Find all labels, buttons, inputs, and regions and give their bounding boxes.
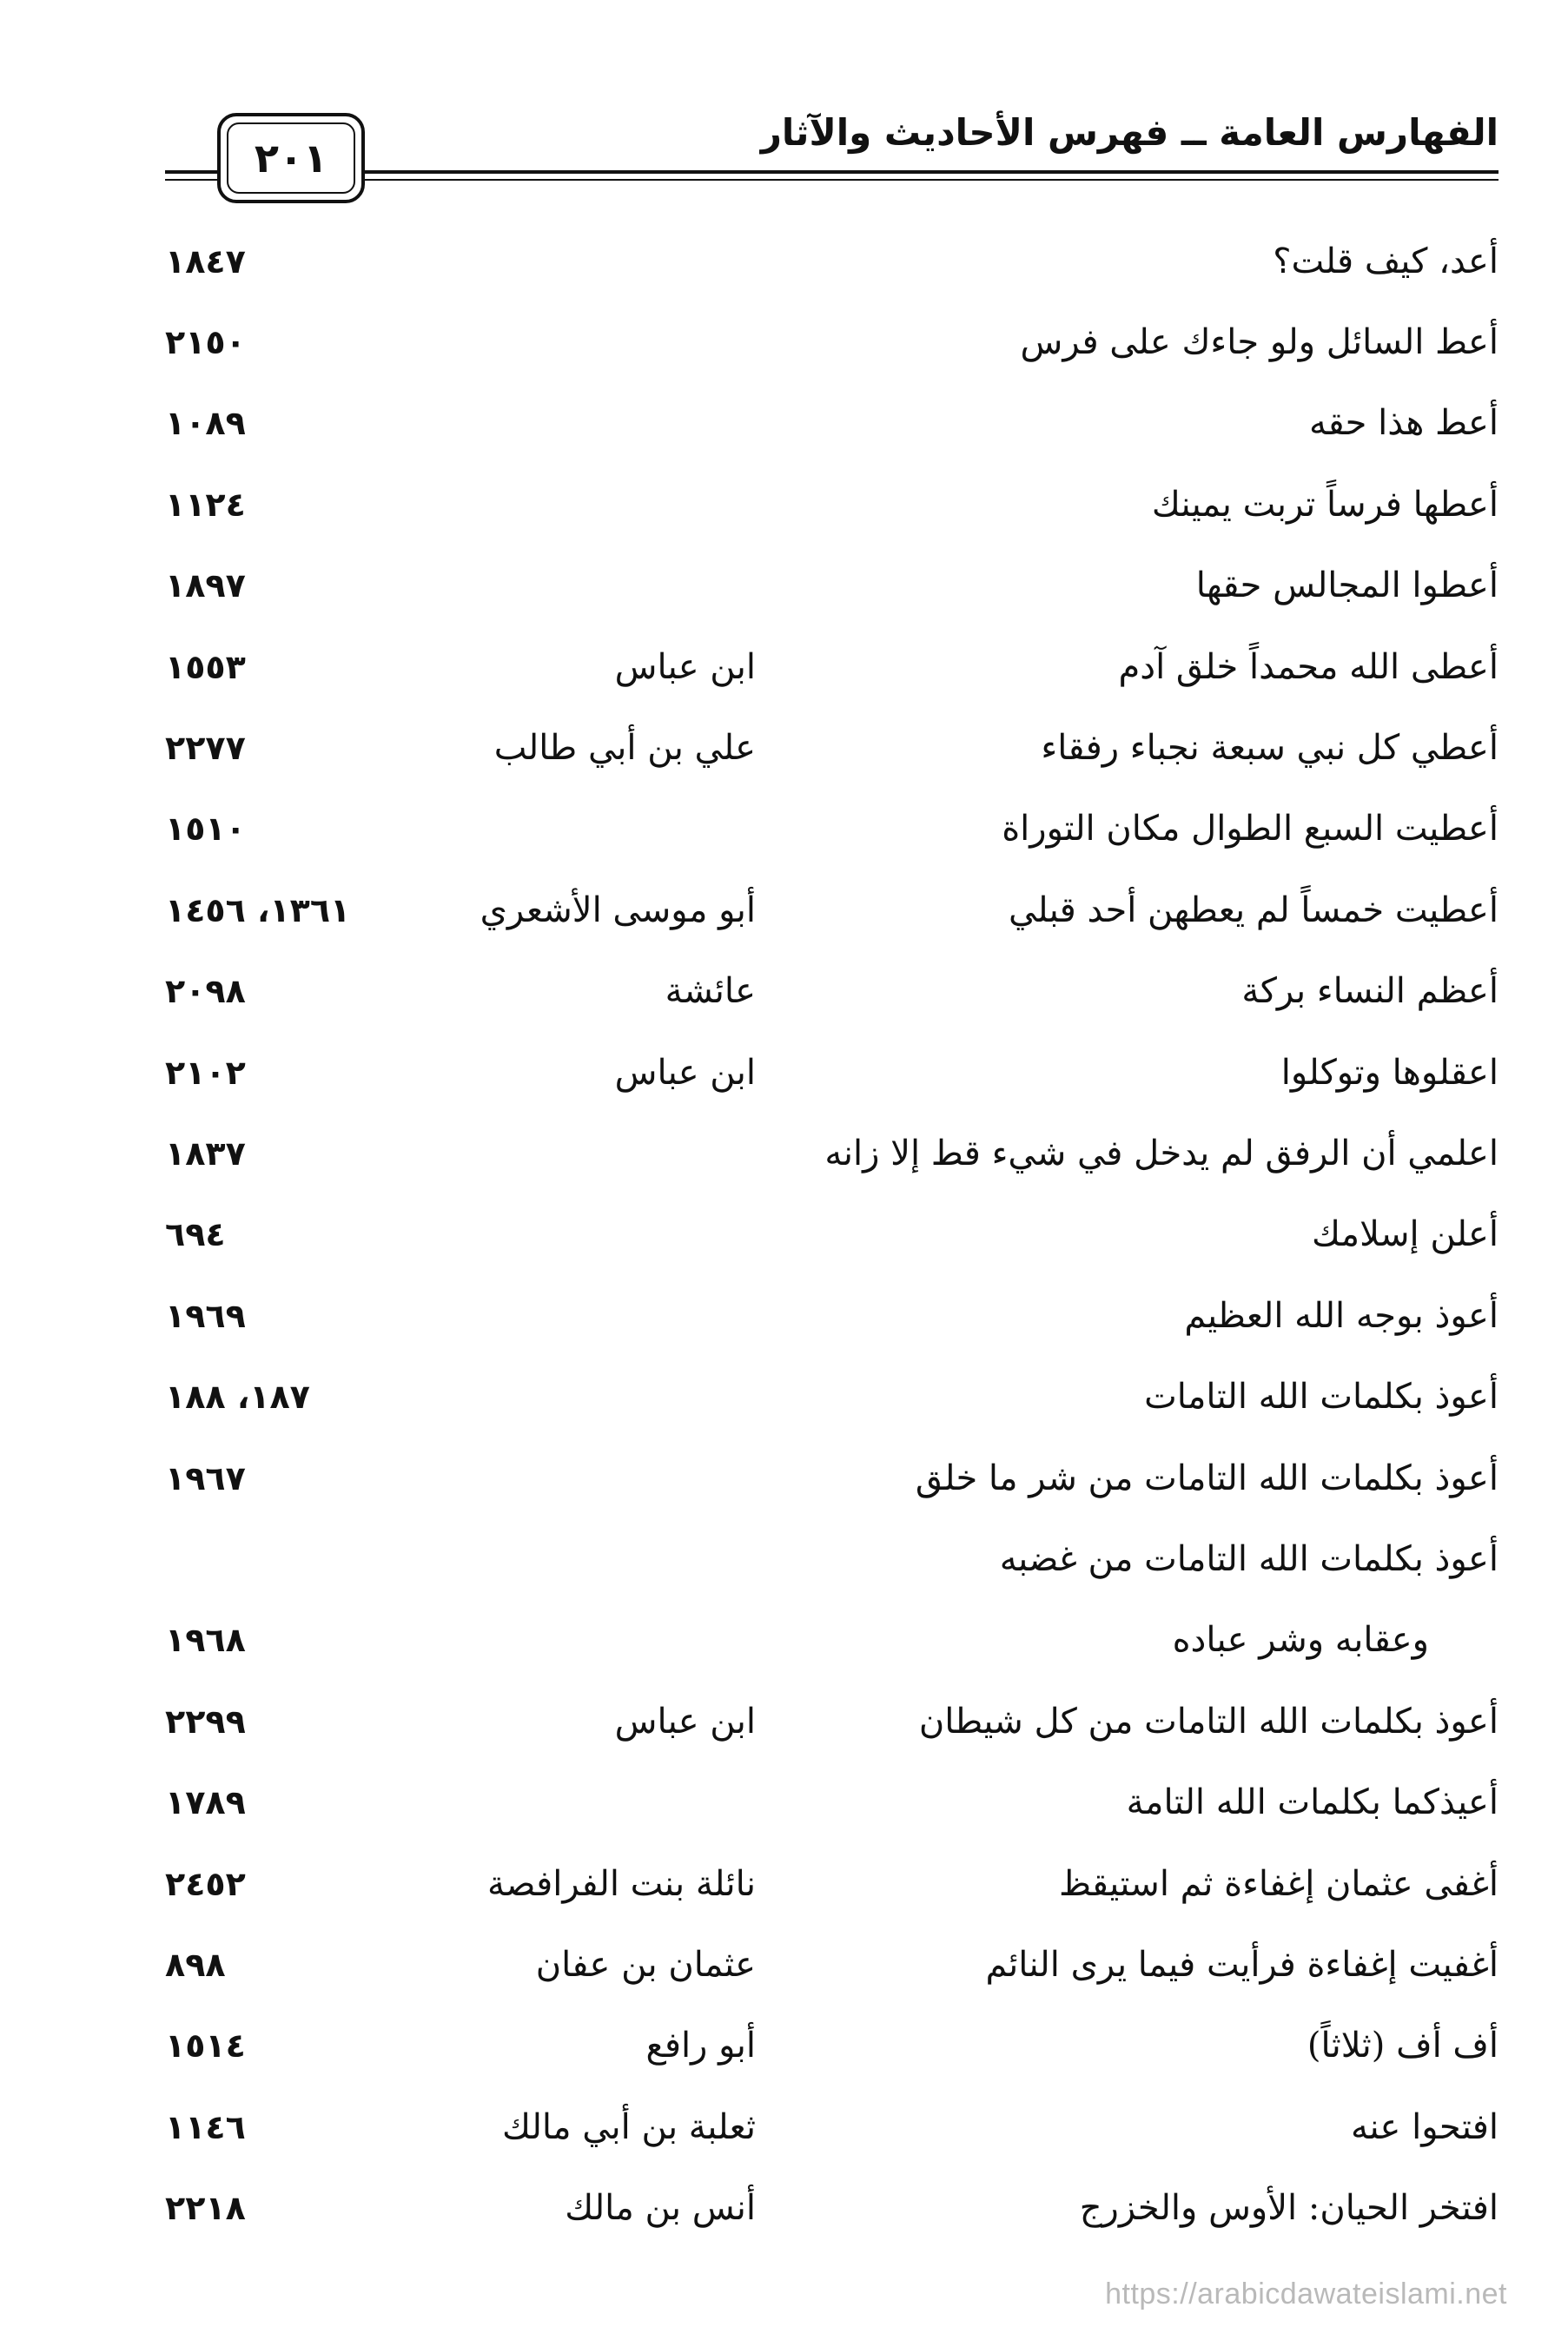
- hadith-text: أعط هذا حقه: [1309, 403, 1499, 444]
- hadith-reference-numbers: ١٩٦٨: [165, 1621, 246, 1660]
- narrator-name: نائلة بنت الفرافصة: [486, 1863, 756, 1904]
- index-entry: [0, 951, 1568, 1032]
- index-entry: [0, 707, 1568, 788]
- page-number-badge: [217, 113, 365, 203]
- index-entry: [0, 464, 1568, 545]
- index-entry: [0, 1356, 1568, 1437]
- hadith-reference-numbers: ١٨٤٧: [165, 241, 246, 281]
- page-header: [165, 96, 1499, 208]
- hadith-text: اعلمي أن الرفق لم يدخل في شيء قط إلا زانه: [824, 1133, 1499, 1173]
- narrator-name: ابن عباس: [614, 646, 756, 687]
- hadith-text: افتحوا عنه: [1351, 2106, 1499, 2147]
- hadith-reference-numbers: ٢١٠٢: [165, 1053, 246, 1092]
- hadith-text: أعد، كيف قلت؟: [1273, 241, 1499, 281]
- index-entry: [0, 626, 1568, 707]
- hadith-text: أعظم النساء بركة: [1241, 971, 1499, 1012]
- hadith-text-continuation: وعقابه وشر عباده: [1172, 1620, 1429, 1661]
- index-entry: [0, 383, 1568, 464]
- running-title: الفهارس العامة ــ فهرس الأحاديث والآثار: [760, 111, 1499, 154]
- hadith-text: أعلن إسلامك: [1311, 1214, 1499, 1255]
- hadith-reference-numbers: ١١٢٤: [165, 485, 246, 524]
- header-rule-thin: [165, 179, 1499, 181]
- hadith-reference-numbers: ١٨٩٧: [165, 566, 246, 605]
- index-entry: [0, 1600, 1568, 1681]
- hadith-reference-numbers: ١٩٦٧: [165, 1458, 246, 1497]
- index-entry: [0, 2006, 1568, 2086]
- hadith-text: أغفيت إغفاءة فرأيت فيما يرى النائم: [985, 1944, 1499, 1985]
- narrator-name: أنس بن مالك: [565, 2188, 756, 2229]
- hadith-text: أعوذ بكلمات الله التامات من كل شيطان: [918, 1701, 1499, 1742]
- hadith-reference-numbers: ١٥١٠: [165, 810, 246, 849]
- narrator-name: ابن عباس: [614, 1052, 756, 1093]
- index-entry: [0, 1194, 1568, 1275]
- hadith-text: افتخر الحيان: الأوس والخزرج: [1079, 2188, 1499, 2229]
- hadith-reference-numbers: ٢٠٩٨: [165, 972, 246, 1011]
- hadith-text: أعوذ بوجه الله العظيم: [1184, 1295, 1499, 1336]
- hadith-reference-numbers: ١٣٦١، ١٤٥٦: [165, 890, 351, 929]
- hadith-reference-numbers: ١٠٨٩: [165, 404, 246, 443]
- narrator-name: أبو رافع: [645, 2026, 756, 2066]
- hadith-reference-numbers: ٨٩٨: [165, 1945, 226, 1984]
- index-entry: [0, 869, 1568, 950]
- index-entry: [0, 1113, 1568, 1193]
- hadith-reference-numbers: ١٧٨٩: [165, 1783, 246, 1822]
- hadith-reference-numbers: ٦٩٤: [165, 1215, 226, 1254]
- hadith-reference-numbers: ١٩٦٩: [165, 1296, 246, 1335]
- hadith-text: أعطها فرساً تربت يمينك: [1151, 484, 1499, 525]
- index-entry: [0, 221, 1568, 301]
- narrator-name: عائشة: [665, 971, 756, 1012]
- narrator-name: ثعلبة بن أبي مالك: [501, 2106, 756, 2147]
- hadith-reference-numbers: ٢٤٥٢: [165, 1864, 246, 1903]
- index-entry: [0, 1438, 1568, 1518]
- index-entry: [0, 1762, 1568, 1842]
- hadith-text: اعقلوها وتوكلوا: [1280, 1052, 1499, 1093]
- hadith-reference-numbers: ٢١٥٠: [165, 323, 246, 362]
- hadith-text: أعطى الله محمداً خلق آدم: [1118, 646, 1499, 687]
- hadith-reference-numbers: ١٥١٤: [165, 2026, 246, 2066]
- hadith-reference-numbers: ٢٢٩٩: [165, 1702, 246, 1741]
- hadith-text: أغفى عثمان إغفاءة ثم استيقظ: [1058, 1863, 1499, 1904]
- narrator-name: أبو موسى الأشعري: [480, 889, 756, 930]
- narrator-name: علي بن أبي طالب: [493, 728, 756, 769]
- index-entry: [0, 1275, 1568, 1356]
- hadith-text: أعوذ بكلمات الله التامات من غضبه: [999, 1538, 1499, 1579]
- index-entry: [0, 2167, 1568, 2248]
- hadith-text: أعوذ بكلمات الله التامات: [1144, 1377, 1499, 1418]
- hadith-text: أعطوا المجالس حقها: [1195, 565, 1499, 606]
- hadith-text: أعطي كل نبي سبعة نجباء رفقاء: [1041, 728, 1499, 769]
- index-entry: [0, 1924, 1568, 2005]
- header-rule-thick: [165, 170, 1499, 174]
- hadith-reference-numbers: ١١٤٦: [165, 2107, 246, 2146]
- watermark-url: https://arabicdawateislami.net: [1105, 2277, 1507, 2310]
- hadith-reference-numbers: ١٨٣٧: [165, 1134, 246, 1173]
- page-number: ٢٠١: [254, 135, 328, 182]
- hadith-text: أعط السائل ولو جاءك على فرس: [1020, 322, 1499, 363]
- index-entry: [0, 301, 1568, 382]
- hadith-reference-numbers: ١٥٥٣: [165, 647, 246, 686]
- index-entry: [0, 2086, 1568, 2167]
- index-entry: [0, 789, 1568, 869]
- hadith-reference-numbers: ٢٢١٨: [165, 2189, 246, 2228]
- hadith-text: أعوذ بكلمات الله التامات من شر ما خلق: [915, 1458, 1499, 1498]
- index-entry: [0, 1681, 1568, 1762]
- hadith-index-list: [0, 221, 1568, 2249]
- hadith-text: أف أف (ثلاثاً): [1307, 2026, 1499, 2066]
- hadith-text: أعطيت خمساً لم يعطهن أحد قبلي: [1009, 889, 1499, 930]
- index-entry: [0, 1032, 1568, 1113]
- hadith-reference-numbers: ١٨٧، ١٨٨: [165, 1378, 310, 1417]
- narrator-name: ابن عباس: [614, 1701, 756, 1742]
- hadith-text: أعيذكما بكلمات الله التامة: [1126, 1782, 1499, 1823]
- index-entry: [0, 545, 1568, 626]
- hadith-text: أعطيت السبع الطوال مكان التوراة: [1002, 809, 1499, 849]
- index-entry: [0, 1843, 1568, 1924]
- index-entry: [0, 1518, 1568, 1599]
- narrator-name: عثمان بن عفان: [535, 1944, 756, 1985]
- hadith-reference-numbers: ٢٢٧٧: [165, 729, 246, 768]
